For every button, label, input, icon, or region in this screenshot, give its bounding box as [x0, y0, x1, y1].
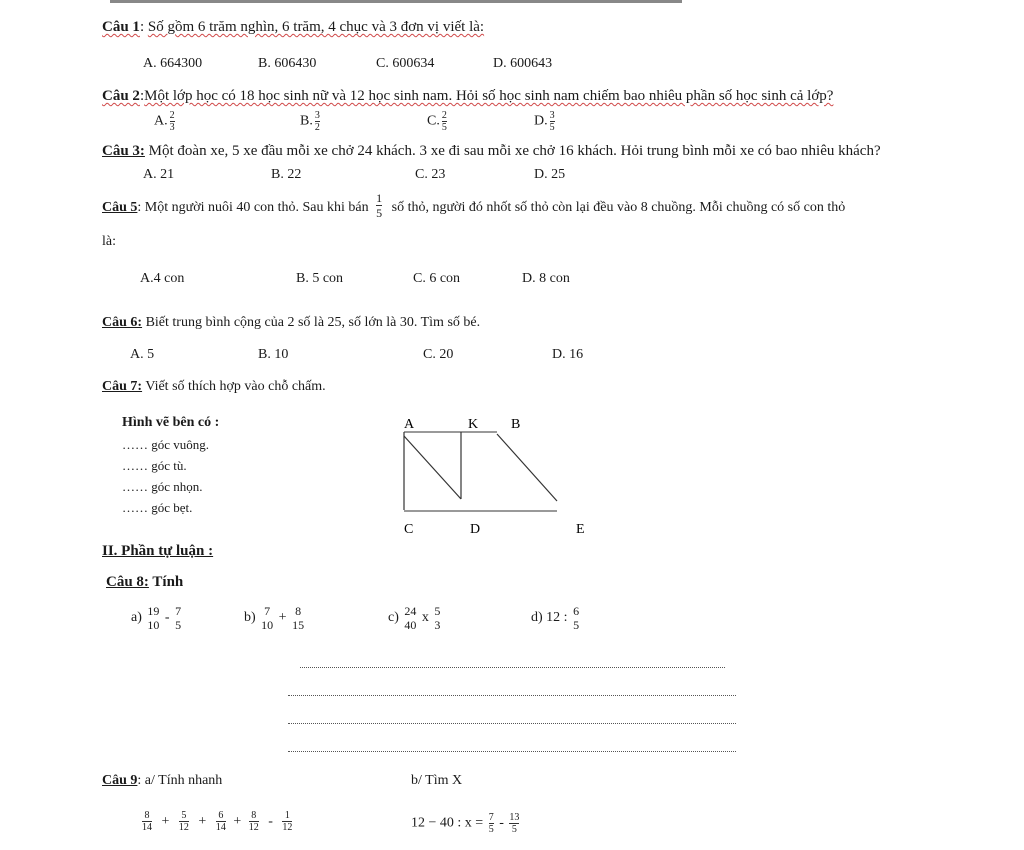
- q7-blank-acute: …… góc nhọn.: [122, 479, 203, 494]
- segment-be: [497, 434, 557, 501]
- q9-expression-b: 12 − 40 : x = $\frac{7}{5}$ - $\frac{13}{5}$: [411, 812, 520, 835]
- q7-blank-straight: …… góc bẹt.: [122, 500, 193, 515]
- q7-line: [102, 379, 326, 395]
- q5-text-after: số thỏ, người đó nhốt số thỏ còn lại đều vào 8 chuồng. Mỗi chuồng có số con thỏ: [391, 200, 846, 215]
- q8-item-c: c) 24 40 x 5 3: [388, 604, 441, 632]
- q5-text-before: : Một người nuôi 40 con thỏ. Sau khi bán: [137, 200, 369, 215]
- q3-label: Câu 3:: [102, 143, 145, 159]
- q5-option-c: C. 6 con: [413, 271, 461, 286]
- q2-option-a: A. $\frac{2}{3}$: [154, 110, 175, 133]
- q6-option-c: C. 20: [423, 347, 454, 362]
- q9-part-b: b/ Tìm X: [411, 773, 463, 788]
- q3-option-c: C. 23: [415, 167, 446, 182]
- q9-part-a: : a/ Tính nhanh: [137, 773, 223, 788]
- q3-option-a: A. 21: [143, 167, 175, 182]
- q8-line: [106, 574, 183, 591]
- q1-option-d: D. 600643: [493, 56, 553, 71]
- q8-item-a: a) 19 10 - 7 5: [131, 604, 182, 632]
- answer-line-1: [300, 667, 725, 668]
- point-d: D: [470, 522, 481, 537]
- q7-blank-obtuse: …… góc tù.: [122, 458, 187, 473]
- q3-option-b: B. 22: [271, 167, 302, 182]
- q2-option-c: C. $\frac{2}{5}$: [427, 110, 447, 133]
- point-c: C: [404, 522, 414, 537]
- cut-off-header: [110, 0, 682, 7]
- q6-line: [102, 315, 480, 331]
- q9-line: [102, 773, 222, 789]
- q1-label: Câu 1: [102, 19, 140, 35]
- q2-option-d: D. $\frac{3}{5}$: [534, 110, 555, 133]
- answer-line-4: [288, 751, 736, 752]
- q7-heading: Hình vẽ bên có :: [122, 415, 220, 430]
- q6-text: Biết trung bình cộng của 2 số là 25, số lớn là 30. Tìm số bé.: [145, 315, 481, 330]
- q5-label: Câu 5: [102, 200, 138, 215]
- q1-line: Câu 1: Số gồm 6 trăm nghìn, 6 trăm, 4 chục và 3 đơn vị viết là:: [102, 19, 485, 35]
- q1-option-c: C. 600634: [376, 56, 435, 71]
- q7-blank-right: …… góc vuông.: [122, 437, 210, 452]
- q8-item-d: d) 12 : 6 5: [531, 604, 580, 632]
- q6-option-a: A. 5: [130, 347, 155, 362]
- q8-title: Tính: [152, 574, 184, 590]
- q1-option-b: B. 606430: [258, 56, 317, 71]
- point-a: A: [404, 417, 415, 432]
- q3-line: [102, 143, 881, 160]
- q5-line: [102, 191, 845, 220]
- q5-option-d: D. 8 con: [522, 271, 570, 286]
- q8-label: Câu 8:: [106, 574, 149, 590]
- q5-fraction: $\frac{1}{5}$: [376, 191, 383, 220]
- q7-text: Viết số thích hợp vào chỗ chấm.: [145, 379, 326, 394]
- q2-line: Câu 2:Một lớp học có 18 học sinh nữ và 12 học sinh nam. Hỏi số học sinh nam chiếm bao nhiêu phần số học sinh cả lớp?: [102, 88, 834, 104]
- answer-line-3: [288, 723, 736, 724]
- part2-title: II. Phần tự luận :: [102, 543, 214, 559]
- q3-text: Một đoàn xe, 5 xe đầu mỗi xe chở 24 khách. 3 xe đi sau mỗi xe chở 16 khách. Hỏi trung bình mỗi xe có bao nhiêu khách?: [148, 143, 881, 159]
- q1-text: Số gồm 6 trăm nghìn, 6 trăm, 4 chục và 3 đơn vị viết là:: [147, 19, 485, 35]
- q2-text: Một lớp học có 18 học sinh nữ và 12 học sinh nam. Hỏi số học sinh nam chiếm bao nhiêu phần số học sinh cả lớp?: [144, 88, 834, 104]
- q7-geometry-figure: [395, 410, 595, 540]
- answer-line-2: [288, 695, 736, 696]
- q2-label: Câu 2: [102, 88, 140, 104]
- segment-a-diagonal: [404, 436, 461, 499]
- q3-option-d: D. 25: [534, 167, 566, 182]
- q1-option-a: A. 664300: [143, 56, 203, 71]
- point-e: E: [576, 522, 585, 537]
- q5-option-b: B. 5 con: [296, 271, 344, 286]
- q6-option-d: D. 16: [552, 347, 584, 362]
- q6-option-b: B. 10: [258, 347, 289, 362]
- point-b: B: [511, 417, 521, 432]
- q6-label: Câu 6:: [102, 315, 143, 330]
- q9-expression-a: $\frac{8}{14}$ + $\frac{5}{12}$ + $\frac{6}{14}$ + $\frac{8}{12}$ - $\frac{1}{12}$: [142, 810, 293, 833]
- q5-text-cont: là:: [102, 234, 116, 249]
- point-k: K: [468, 417, 479, 432]
- q7-label: Câu 7:: [102, 379, 143, 394]
- q5-option-a: A.4 con: [140, 271, 185, 286]
- q8-item-b: b) 7 10 + 8 15: [244, 604, 305, 632]
- q9-label: Câu 9: [102, 773, 138, 788]
- q2-option-b: B. $\frac{3}{2}$: [300, 110, 320, 133]
